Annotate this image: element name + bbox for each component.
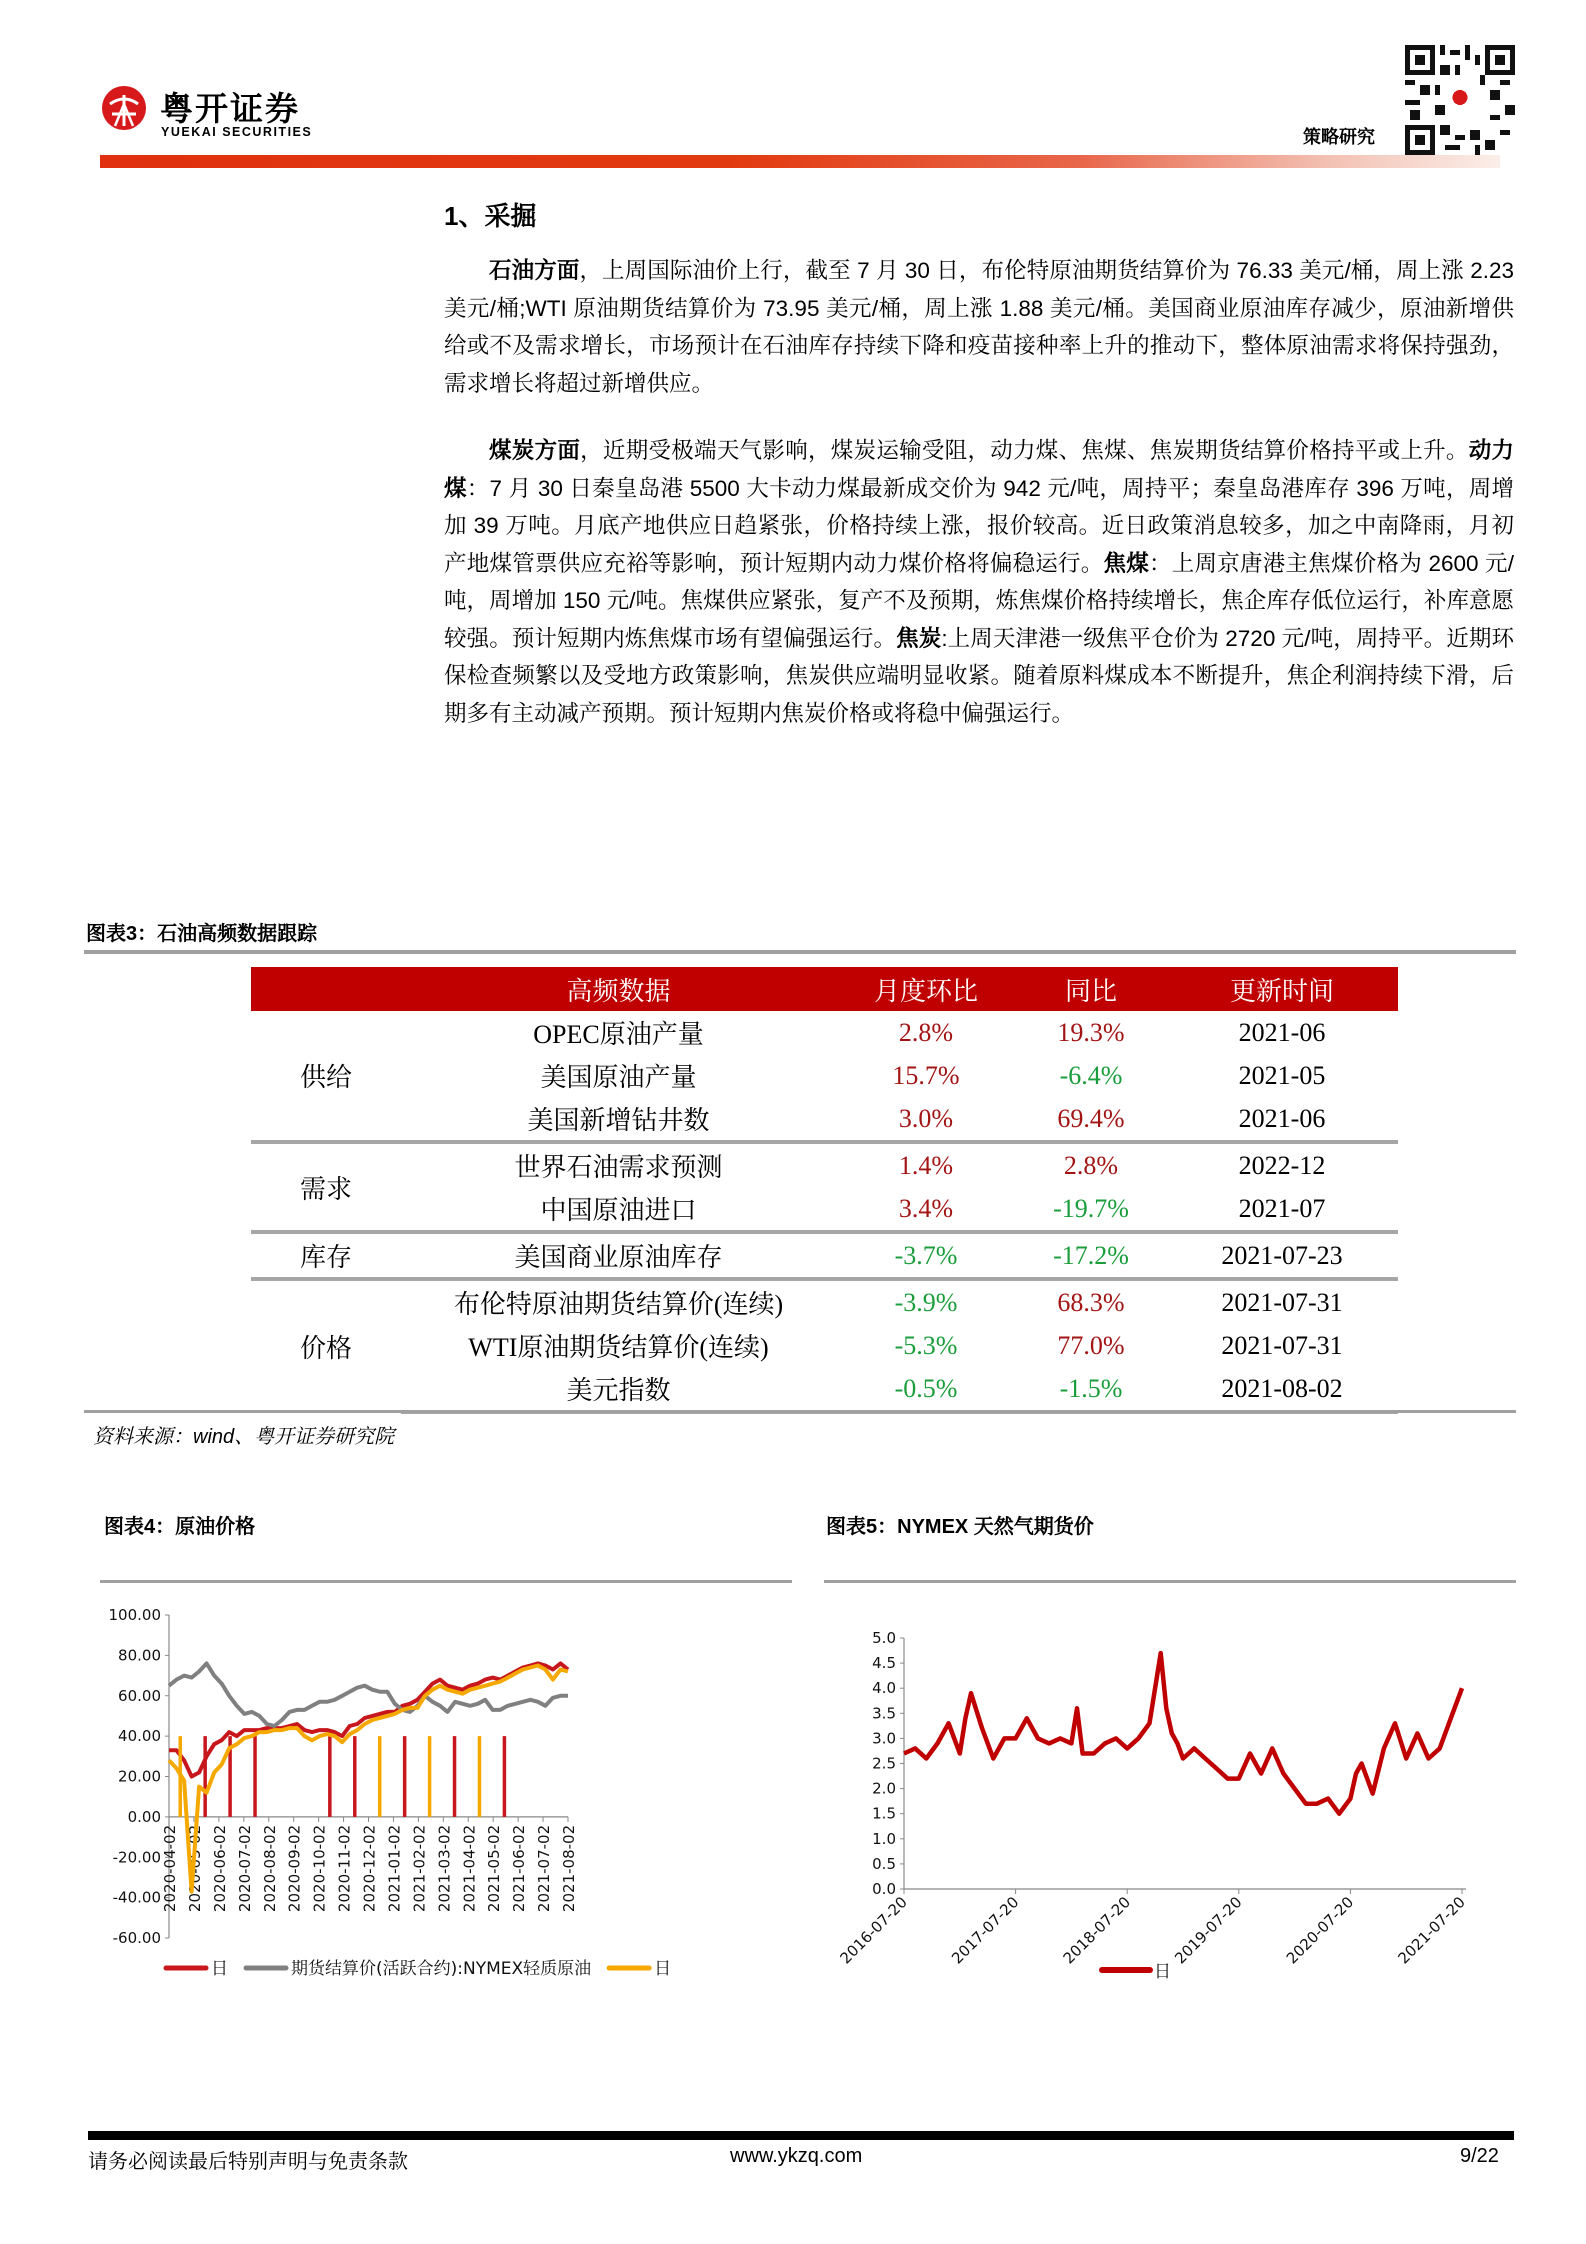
date-cell: 2021-07-31: [1221, 1330, 1343, 1360]
disclaimer-link[interactable]: 请务必阅读最后特别声明与免责条款: [88, 2151, 408, 2173]
natural-gas-futures-chart: [820, 1600, 1540, 2020]
svg-text:日: 日: [1154, 1962, 1171, 1982]
brand-name-en: YUEKAI SECURITIES: [161, 125, 313, 139]
table-header-row: [251, 967, 1398, 1011]
footer-bar: [88, 2131, 1514, 2140]
paragraph-coal: [444, 432, 1514, 732]
svg-text:20.00: 20.00: [118, 1767, 161, 1786]
mom-cell: 1.4%: [836, 1142, 1016, 1187]
svg-text:2016-07-20: 2016-07-20: [836, 1893, 911, 1968]
svg-text:2020-07-20: 2020-07-20: [1282, 1893, 1358, 1968]
date-cell: 2021-05: [1238, 1060, 1326, 1090]
svg-text:2.5: 2.5: [872, 1754, 896, 1773]
date-cell: 2021-06: [1238, 1017, 1326, 1047]
item-cell: OPEC原油产量: [533, 1020, 704, 1049]
mom-cell: 3.0%: [898, 1103, 954, 1133]
mom-cell: -5.3%: [894, 1330, 958, 1360]
table-row: [251, 1367, 1398, 1412]
svg-text:2018-07-20: 2018-07-20: [1059, 1893, 1135, 1968]
table-header-cell: 同比: [1016, 967, 1166, 1011]
svg-text:3.5: 3.5: [872, 1704, 896, 1723]
oil-data-table: [251, 967, 1398, 1414]
mom-cell: 2.8%: [898, 1017, 954, 1047]
table-header-cell: 月度环比: [836, 967, 1016, 1011]
header-bar: [100, 155, 1500, 168]
paragraph-text: ：上周京唐港主焦煤价格为 2600 元/吨，周增加 150 元/吨。焦煤供应紧张，复产不及预期，炼焦煤价格持续增长，焦企库存低位运行，补库意愿较强。预计短期内炼焦煤市场有望偏强运行。: [444, 550, 1514, 651]
svg-text:5.0: 5.0: [872, 1629, 896, 1647]
mom-cell: 15.7%: [892, 1060, 960, 1090]
svg-text:2021-06-02: 2021-06-02: [510, 1824, 529, 1913]
svg-text:2020-10-02: 2020-10-02: [310, 1824, 329, 1913]
svg-text:2020-12-02: 2020-12-02: [360, 1824, 379, 1913]
svg-text:2021-01-02: 2021-01-02: [385, 1824, 404, 1913]
divider: [100, 1580, 792, 1583]
divider: [84, 1410, 1516, 1413]
svg-text:日: 日: [211, 1959, 228, 1979]
page-number: 9/22: [1460, 2145, 1499, 2167]
divider: [824, 1580, 1516, 1583]
paragraph-text: ，上周国际油价上行，截至 7 月 30 日，布伦特原油期货结算价为 76.33 美元/桶，周上涨 2.23 美元/桶;WTI 原油期货结算价为 73.95 美元/桶，周上涨 1.88 美元/桶。美国商业原油库存减少，原油新增供给或不及需求增长，市场预计在石油库存持续下降和疫苗接种率上升的推动下，整体原油需求将保持强劲，需求增长将超过新增供应。: [444, 258, 1514, 396]
series-line: [904, 1653, 1462, 1814]
table-row: [251, 1232, 1398, 1279]
svg-text:2021-05-02: 2021-05-02: [485, 1824, 504, 1913]
svg-text:2021-03-02: 2021-03-02: [435, 1824, 454, 1913]
item-cell: 美元指数: [401, 1367, 836, 1412]
source-note: 资料来源：wind、粤开证券研究院: [93, 1426, 395, 1448]
section-title: 1、采掘: [444, 201, 537, 231]
figure-4-title: 图表4：原油价格: [104, 1516, 256, 1538]
figure-5-title: 图表5：NYMEX 天然气期货价: [826, 1516, 1094, 1538]
date-cell: 2021-06: [1238, 1103, 1326, 1133]
paragraph-oil: [444, 252, 1514, 402]
paragraph-lead: 动力煤: [444, 438, 1514, 501]
paragraph-lead: 石油方面: [489, 258, 580, 283]
date-cell: 2021-07: [1238, 1193, 1326, 1223]
paragraph-text: :上周天津港一级焦平仓价为 2720 元/吨，周持平。近期环保检查频繁以及受地方政策影响，焦炭供应端明显收紧。随着原料煤成本不断提升，焦企利润持续下滑，后期多有主动减产预期。预计短期内焦炭价格或将稳中偏强运行。: [444, 625, 1514, 726]
yoy-cell: 69.4%: [1057, 1103, 1125, 1133]
paragraph-text: ，近期受极端天气影响，煤炭运输受阻，动力煤、焦煤、焦炭期货结算价格持平或上升。: [580, 438, 1469, 463]
mom-cell: -0.5%: [836, 1367, 1016, 1412]
svg-text:4.0: 4.0: [872, 1679, 896, 1698]
yoy-cell: 68.3%: [1016, 1279, 1166, 1324]
yoy-cell: 19.3%: [1057, 1017, 1125, 1047]
group-label: 供给: [299, 1063, 352, 1092]
svg-text:2020-05-02: 2020-05-02: [185, 1824, 204, 1913]
svg-text:0.00: 0.00: [127, 1807, 161, 1826]
qr-code-icon: [1405, 45, 1515, 155]
svg-text:2019-07-20: 2019-07-20: [1171, 1893, 1246, 1968]
date-cell: 2021-07-31: [1166, 1279, 1398, 1324]
svg-text:2.0: 2.0: [872, 1779, 896, 1798]
group-label: 库存: [251, 1232, 401, 1279]
svg-text:2021-04-02: 2021-04-02: [460, 1824, 479, 1913]
svg-text:2020-08-02: 2020-08-02: [260, 1824, 279, 1913]
svg-text:日: 日: [654, 1959, 672, 1979]
svg-text:-20.00: -20.00: [112, 1848, 161, 1867]
svg-text:100.00: 100.00: [108, 1606, 161, 1624]
svg-text:2021-07-20: 2021-07-20: [1394, 1893, 1469, 1968]
date-cell: 2021-07-23: [1166, 1232, 1398, 1279]
svg-text:期货结算价(活跃合约):NYMEX轻质原油: 期货结算价(活跃合约):NYMEX轻质原油: [291, 1959, 592, 1979]
yoy-cell: -17.2%: [1016, 1232, 1166, 1279]
item-cell: WTI原油期货结算价(连续): [468, 1333, 769, 1362]
group-label: 价格: [251, 1279, 401, 1412]
svg-text:2021-07-02: 2021-07-02: [535, 1824, 554, 1913]
table-row: [251, 1187, 1398, 1232]
svg-text:2020-11-02: 2020-11-02: [335, 1824, 354, 1913]
paragraph-text: ：7 月 30 日秦皇岛港 5500 大卡动力煤最新成交价为 942 元/吨，周持平；秦皇岛港库存 396 万吨，周增加 39 万吨。月底产地供应日趋紧张，价格持续上涨，报价较高。近日政策消息较多，加之中南降雨，月初产地煤管票供应充裕等影响，预计短期内动力煤价格将偏稳运行。: [444, 475, 1514, 576]
website-link[interactable]: www.ykzq.com: [730, 2145, 863, 2167]
brand-name-cn: 粤开证券: [160, 89, 300, 128]
group-label: 需求: [251, 1142, 401, 1232]
yoy-cell: 2.8%: [1016, 1142, 1166, 1187]
report-category: 策略研究: [1303, 127, 1375, 147]
svg-text:40.00: 40.00: [118, 1727, 161, 1746]
mom-cell: -3.9%: [836, 1279, 1016, 1324]
table-header-cell: 高频数据: [401, 967, 836, 1011]
svg-text:-40.00: -40.00: [112, 1888, 161, 1907]
svg-text:-60.00: -60.00: [112, 1929, 161, 1947]
table-header-cell: 更新时间: [1166, 967, 1398, 1011]
svg-text:2020-09-02: 2020-09-02: [285, 1824, 304, 1913]
yoy-cell: 77.0%: [1057, 1330, 1125, 1360]
table-row: [251, 1011, 1398, 1054]
svg-text:2020-04-02: 2020-04-02: [161, 1824, 179, 1913]
date-cell: 2022-12: [1166, 1142, 1398, 1187]
svg-text:2020-07-02: 2020-07-02: [235, 1824, 254, 1913]
item-cell: 世界石油需求预测: [401, 1142, 836, 1187]
svg-text:80.00: 80.00: [118, 1646, 161, 1665]
table-row: [251, 1324, 1398, 1367]
item-cell: 中国原油进口: [540, 1196, 697, 1225]
mom-cell: 3.4%: [898, 1193, 954, 1223]
svg-text:2021-08-02: 2021-08-02: [560, 1824, 578, 1913]
divider: [84, 950, 1516, 954]
figure-3-title: 图表3：石油高频数据跟踪: [86, 923, 318, 945]
svg-text:0.5: 0.5: [872, 1854, 896, 1873]
logo-icon: [102, 86, 146, 130]
mom-cell: -3.7%: [836, 1232, 1016, 1279]
svg-text:2020-06-02: 2020-06-02: [210, 1824, 229, 1913]
yoy-cell: -19.7%: [1053, 1193, 1129, 1223]
date-cell: 2021-08-02: [1166, 1367, 1398, 1412]
svg-text:1.5: 1.5: [872, 1804, 896, 1823]
svg-text:4.5: 4.5: [872, 1654, 896, 1673]
table-row: [251, 1097, 1398, 1142]
table-row: [251, 1142, 1398, 1187]
yoy-cell: -1.5%: [1016, 1367, 1166, 1412]
table-header-cell: [251, 967, 401, 1011]
svg-text:2021-02-02: 2021-02-02: [410, 1824, 429, 1913]
svg-text:2017-07-20: 2017-07-20: [948, 1893, 1023, 1968]
table-row: [251, 1279, 1398, 1324]
item-cell: 美国商业原油库存: [401, 1232, 836, 1279]
svg-text:0.0: 0.0: [872, 1880, 896, 1898]
paragraph-lead: 焦煤: [1103, 550, 1150, 576]
paragraph-lead: 煤炭方面: [489, 438, 581, 463]
svg-text:3.0: 3.0: [872, 1729, 896, 1748]
crude-oil-price-chart: [80, 1600, 800, 2000]
paragraph-lead: 焦炭: [896, 625, 942, 651]
item-cell: 美国新增钻井数: [527, 1106, 710, 1135]
yoy-cell: -6.4%: [1059, 1060, 1123, 1090]
svg-text:1.0: 1.0: [872, 1829, 896, 1848]
item-cell: 布伦特原油期货结算价(连续): [401, 1279, 836, 1324]
table-row: [251, 1054, 1398, 1097]
svg-text:60.00: 60.00: [118, 1686, 161, 1705]
item-cell: 美国原油产量: [540, 1063, 697, 1092]
